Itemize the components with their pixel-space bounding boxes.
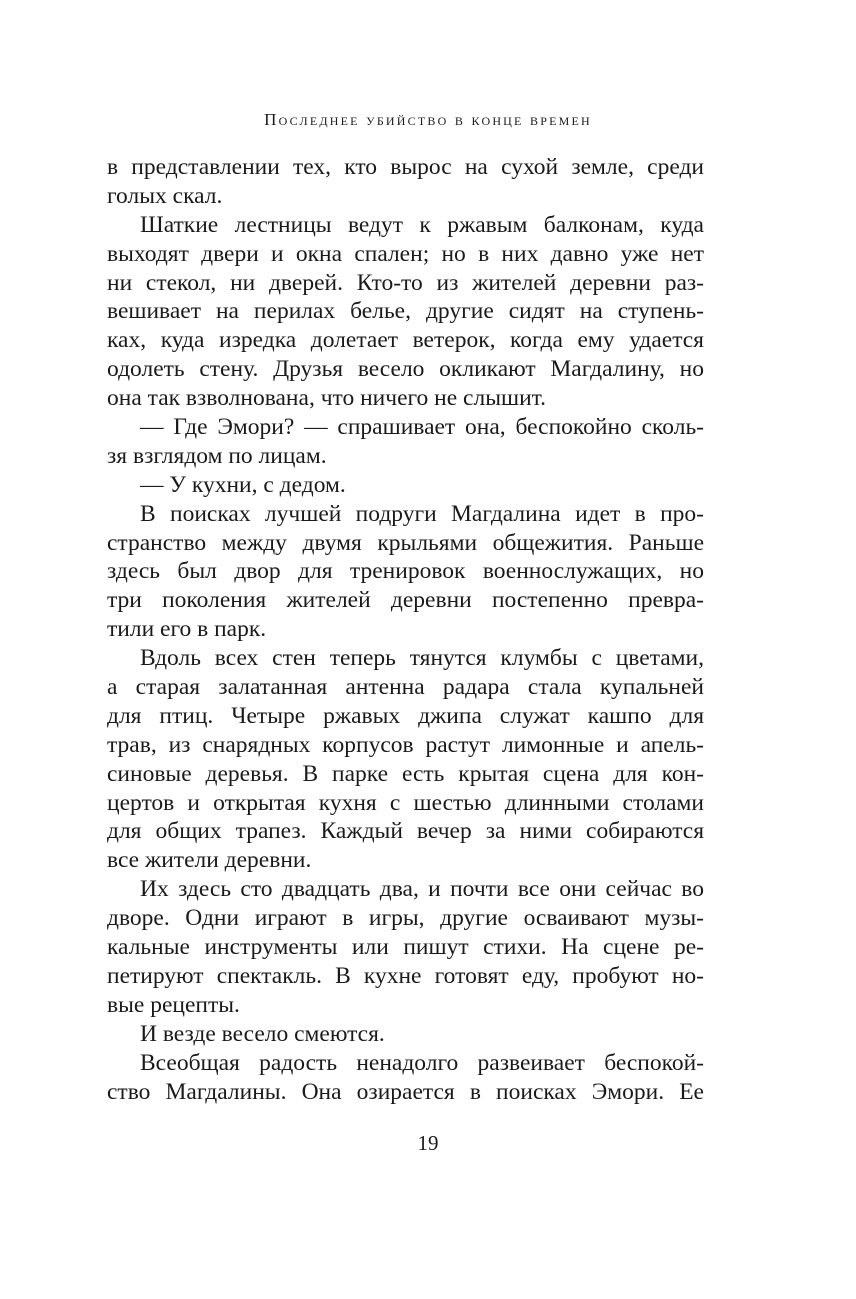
text-line: голых скал. bbox=[107, 182, 223, 209]
text-line: одолеть стену. Друзья весело окликают Магдалину, но bbox=[107, 356, 704, 383]
text-line: ни стекол, ни дверей. Кто-то из жителей деревни раз- bbox=[107, 269, 704, 296]
text-line: Вдоль всех стен теперь тянутся клумбы с цветами, bbox=[140, 645, 704, 672]
text-line: а старая залатанная антенна радара стала купальней bbox=[107, 674, 704, 701]
text-line: ках, куда изредка долетает ветерок, когда ему удается bbox=[107, 327, 704, 354]
text-line: вые рецепты. bbox=[107, 991, 240, 1018]
text-line: зя взглядом по лицам. bbox=[107, 442, 327, 469]
text-line: она так взволнована, что ничего не слышит. bbox=[107, 385, 547, 412]
text-line: для общих трапез. Каждый вечер за ними собираются bbox=[107, 818, 704, 845]
text-line: в представлении тех, кто вырос на сухой земле, среди bbox=[107, 154, 704, 180]
text-line: кальные инструменты или пишут стихи. На сцене ре- bbox=[107, 934, 704, 961]
text-line: тили его в парк. bbox=[107, 616, 267, 643]
page-number: 19 bbox=[417, 1131, 439, 1155]
text-line: здесь был двор для тренировок военнослужащих, но bbox=[107, 558, 704, 585]
text-line: цертов и открытая кухня с шестью длинными столами bbox=[107, 789, 704, 816]
text-line: И везде весело смеются. bbox=[140, 1020, 385, 1047]
text-line: — Где Эмори? — спрашивает она, беспокойно сколь- bbox=[140, 414, 704, 441]
text-line: Шаткие лестницы ведут к ржавым балконам, куда bbox=[140, 211, 704, 238]
text-line: ство Магдалины. Она озирается в поисках Эмори. Ее bbox=[107, 1078, 704, 1105]
text-line: три поколения жителей деревни постепенно превра- bbox=[107, 587, 704, 614]
text-line: все жители деревни. bbox=[107, 847, 312, 874]
text-line: дворе. Одни играют в игры, другие осваивают музы- bbox=[107, 905, 704, 932]
running-head: Последнее убийство в конце времен bbox=[264, 110, 592, 129]
text-line: Их здесь сто двадцать два, и почти все они сейчас во bbox=[140, 876, 704, 903]
body-text bbox=[107, 153, 704, 1106]
text-line: странство между двумя крыльями общежития. Раньше bbox=[107, 529, 704, 556]
text-line: вешивает на перилах белье, другие сидят на ступень- bbox=[107, 298, 704, 325]
text-line: — У кухни, с дедом. bbox=[140, 471, 346, 498]
text-line: выходят двери и окна спален; но в них давно уже нет bbox=[107, 240, 704, 267]
text-line: Всеобщая радость ненадолго развеивает беспокой- bbox=[140, 1049, 704, 1076]
text-line: В поисках лучшей подруги Магдалина идет в про- bbox=[140, 500, 704, 527]
text-line: для птиц. Четыре ржавых джипа служат кашпо для bbox=[107, 702, 704, 729]
text-line: трав, из снарядных корпусов растут лимонные и апель- bbox=[107, 731, 704, 758]
text-line: синовые деревья. В парке есть крытая сцена для кон- bbox=[107, 760, 704, 787]
text-line: петируют спектакль. В кухне готовят еду, пробуют но- bbox=[107, 962, 704, 989]
